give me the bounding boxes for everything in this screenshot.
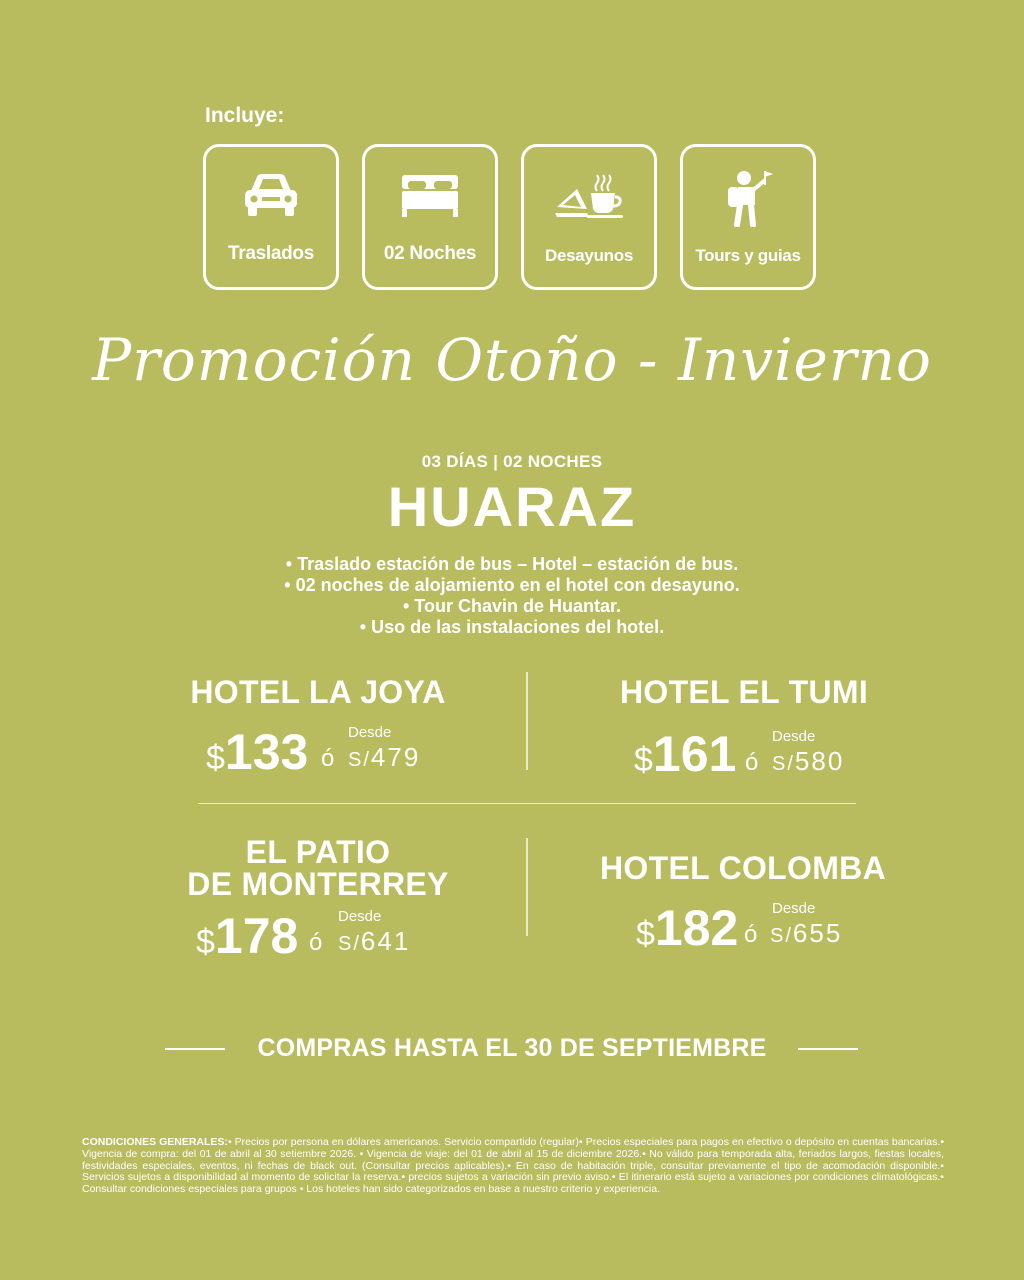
include-label-breakfast: Desayunos bbox=[544, 246, 633, 265]
include-card-transfers bbox=[203, 144, 339, 290]
feature-item: • 02 noches de alojamiento en el hotel con desayuno. bbox=[284, 575, 740, 595]
feature-item: • Traslado estación de bus – Hotel – estación de bus. bbox=[285, 554, 739, 574]
conditions-text: • Precios por persona en dólares americanos. Servicio compartido (regular)• Precios especiales para pagos en efectivo o depósito en cuentas bancarias.• Vigencia de compra: del 01 de abril al 30 setiembre 2026. • Vigencia de viaje: del 01 de abril al 15 de diciembre 2026.• No válido para temporada alta, feriados largos, fiestas locales, festividades especiales, eventos, ni fechas de black out. (Consultar precios aplicables).• En caso de habitación triple, consultar previamente el tipo de acomodación disponible.• Servicios sujetos a disponibilidad al momento de solicitar la reserva.• precios sujetos a variación sin previo aviso.• El itinerario está sujeto a variaciones por condiciones climatológicas.• Consultar condiciones especiales para grupos • Los hoteles han sido categorizados en base a nuestro criterio y experiencia. bbox=[82, 1136, 944, 1196]
package-features bbox=[0, 554, 1024, 638]
price-desde: Desde bbox=[338, 908, 382, 925]
vertical-divider-bottom bbox=[526, 838, 528, 936]
price-pen: S/655 bbox=[770, 918, 843, 948]
price-or: ó bbox=[321, 745, 335, 772]
price-pen: S/479 bbox=[348, 742, 421, 772]
car-icon bbox=[206, 169, 336, 227]
hotel-card-el-tumi bbox=[604, 676, 884, 782]
price-or: ó bbox=[744, 921, 758, 948]
include-card-nights bbox=[362, 144, 498, 290]
hotel-name: HOTEL LA JOYA bbox=[190, 674, 446, 710]
price-desde: Desde bbox=[772, 900, 816, 917]
vertical-divider-top bbox=[526, 672, 528, 770]
feature-item: • Uso de las instalaciones del hotel. bbox=[359, 617, 665, 637]
price-usd: $161 bbox=[634, 726, 737, 782]
conditions-label: CONDICIONES GENERALES: bbox=[82, 1136, 228, 1148]
price-usd: $178 bbox=[196, 908, 299, 964]
price-usd: $182 bbox=[636, 900, 739, 956]
price-pen: S/641 bbox=[338, 926, 411, 956]
price-usd: $133 bbox=[206, 724, 309, 780]
price-pen: S/580 bbox=[772, 746, 845, 776]
deadline-line-right bbox=[798, 1048, 858, 1050]
price-or: ó bbox=[309, 929, 323, 956]
feature-item: • Tour Chavin de Huantar. bbox=[403, 596, 621, 616]
hotel-name-line2: DE MONTERREY bbox=[187, 866, 449, 902]
includes-title: Incluye: bbox=[205, 104, 285, 127]
hotel-card-colomba bbox=[588, 852, 898, 956]
include-card-tours bbox=[680, 144, 816, 290]
hotel-card-el-patio bbox=[168, 836, 468, 964]
hotel-name: HOTEL COLOMBA bbox=[600, 850, 886, 886]
include-label-transfers: Traslados bbox=[227, 243, 314, 264]
hotel-name-line1: EL PATIO bbox=[245, 834, 391, 870]
hotel-card-la-joya bbox=[178, 676, 458, 780]
include-label-tours: Tours y guias bbox=[695, 246, 801, 265]
price-or: ó bbox=[745, 749, 759, 776]
includes-row bbox=[203, 144, 823, 296]
purchase-deadline: COMPRAS HASTA EL 30 DE SEPTIEMBRE bbox=[257, 1034, 767, 1062]
promo-title: Promoción Otoño - Invierno bbox=[92, 326, 932, 394]
price-row bbox=[604, 726, 884, 782]
hotel-name: HOTEL EL TUMI bbox=[619, 674, 869, 710]
price-row bbox=[588, 900, 898, 956]
price-desde: Desde bbox=[772, 728, 816, 745]
horizontal-divider bbox=[198, 803, 856, 804]
price-row bbox=[168, 908, 468, 964]
price-desde: Desde bbox=[348, 724, 392, 741]
bed-icon bbox=[365, 169, 495, 227]
include-card-breakfast bbox=[521, 144, 657, 290]
price-row bbox=[178, 724, 458, 780]
hiker-icon bbox=[683, 169, 813, 227]
general-conditions bbox=[82, 1137, 944, 1196]
breakfast-icon bbox=[524, 169, 654, 227]
package-duration: 03 DÍAS | 02 NOCHES bbox=[421, 452, 603, 471]
include-label-nights: 02 Noches bbox=[383, 243, 477, 264]
package-destination: HUARAZ bbox=[387, 475, 637, 538]
